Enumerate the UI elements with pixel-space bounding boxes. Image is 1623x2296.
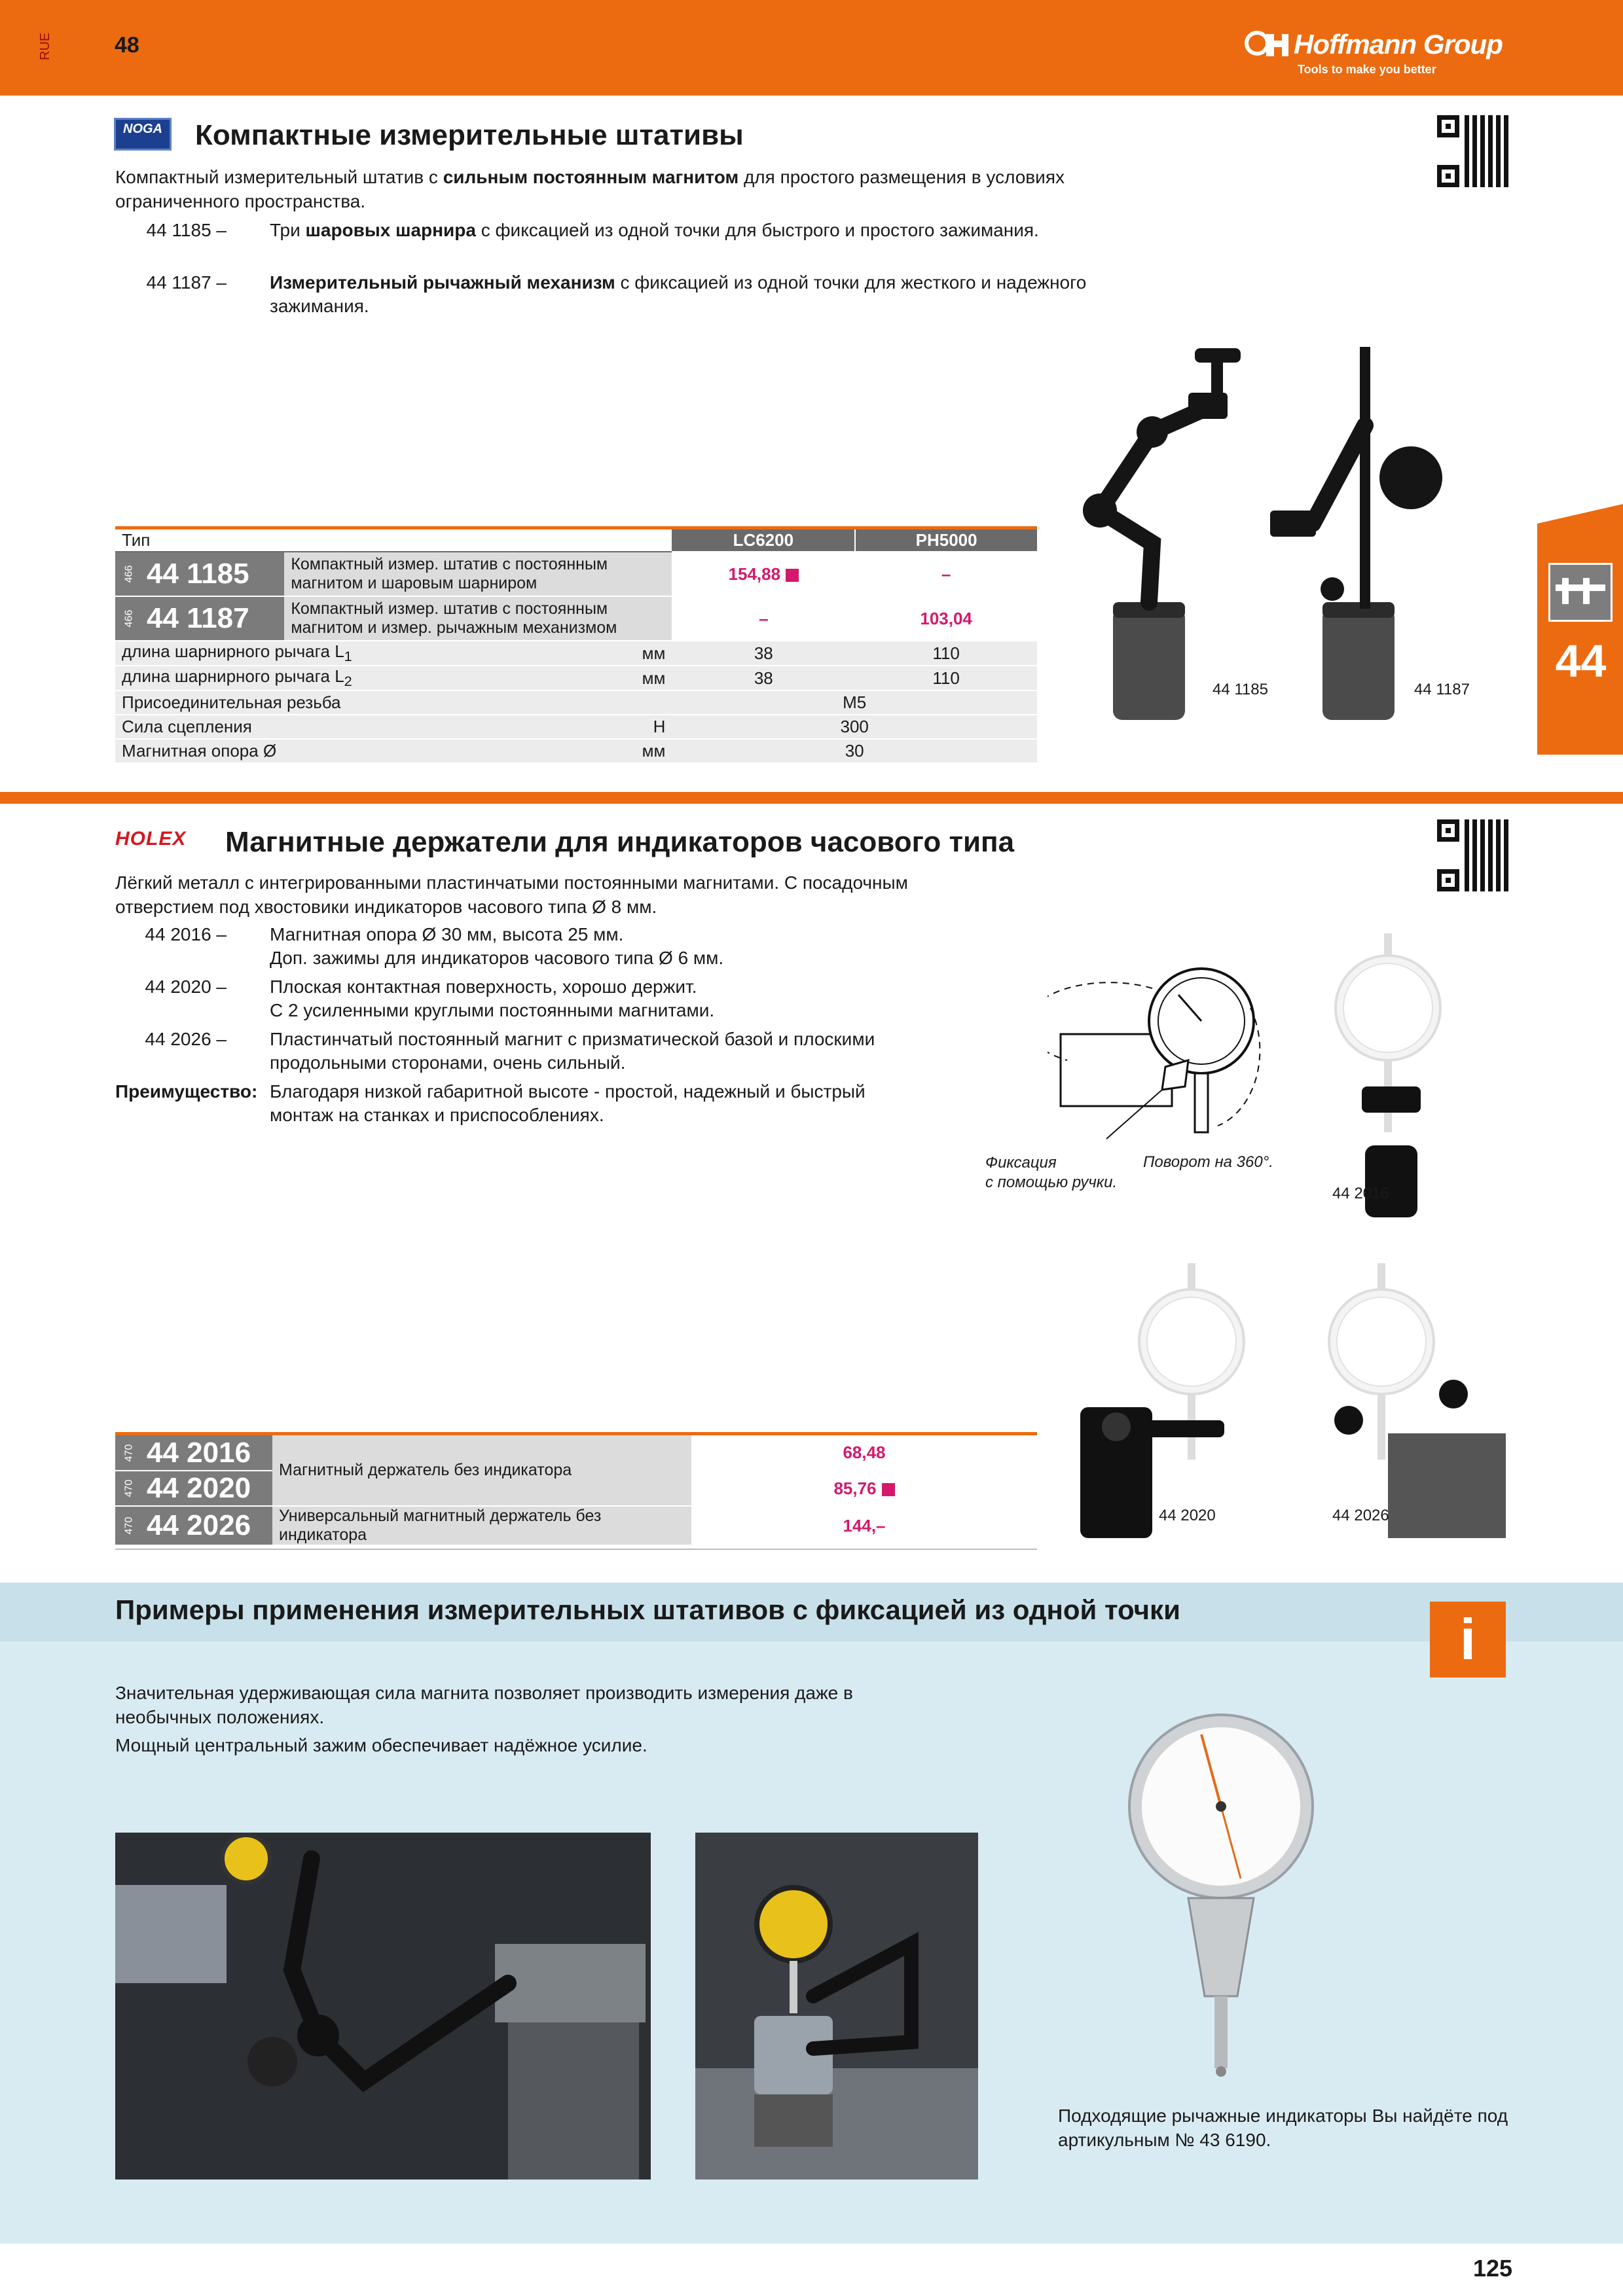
caption-44-1187: 44 1187 bbox=[1414, 681, 1470, 698]
spec-row bbox=[115, 666, 1037, 691]
product-description: Магнитный держатель без индикатора bbox=[272, 1435, 691, 1506]
col-ph5000: PH5000 bbox=[855, 529, 1037, 552]
section1-intro: Компактный измерительный штатив с сильным постоянным магнитом для простого размещения в условиях ограниченного пространства. bbox=[115, 167, 1065, 211]
section3-paragraph-1: Значительная удерживающая сила магнита позволяет производить измерения даже в необычных положениях. bbox=[115, 1683, 853, 1727]
product-description: Компактный измер. штатив с постоянным магнитом и шаровым шарниром bbox=[284, 552, 672, 596]
spec-label: Сила сцепления bbox=[115, 715, 623, 739]
spec-unit: Н bbox=[623, 715, 672, 739]
price-cell: 144,– bbox=[691, 1506, 1037, 1545]
article-number[interactable]: 470 44 2020 bbox=[115, 1471, 272, 1506]
table-row bbox=[115, 1506, 1037, 1545]
list-item: 44 2026 – Пластинчатый постоянный магнит с призматической базой и плоскими продольными сторонами, очень сильный. bbox=[145, 1029, 875, 1073]
qr-code-icon[interactable] bbox=[1437, 819, 1509, 891]
spec-value: M5 bbox=[672, 691, 1037, 715]
stock-square-icon bbox=[882, 1483, 895, 1496]
spec-value: 38 bbox=[672, 666, 855, 691]
caption-44-2026: 44 2026 bbox=[1332, 1507, 1389, 1524]
section2-intro: Лёгкий металл с интегрированными пластинчатыми постоянными магнитами. С посадочным отверстием под хвостовики индикаторов часового типа Ø 8 мм. bbox=[115, 872, 908, 917]
product-description: Универсальный магнитный держатель без индикатора bbox=[272, 1506, 691, 1545]
table-row bbox=[115, 1435, 1037, 1471]
dial-holder-photos bbox=[1074, 923, 1525, 1551]
caption-44-2016: 44 2016 bbox=[1332, 1185, 1389, 1202]
product-table-1 bbox=[115, 529, 1037, 764]
spec-value: 300 bbox=[672, 715, 1037, 739]
spec-unit: мм bbox=[623, 739, 672, 763]
price-cell: 154,88 bbox=[672, 552, 855, 596]
article-number[interactable]: 470 44 2026 bbox=[115, 1506, 272, 1545]
col-type: Тип bbox=[115, 529, 672, 552]
price-cell: 103,04 bbox=[855, 596, 1037, 641]
chapter-tab[interactable] bbox=[1537, 504, 1623, 755]
table-header-row bbox=[115, 529, 1037, 552]
spec-value: 38 bbox=[672, 641, 855, 666]
col-lc6200: LC6200 bbox=[672, 529, 855, 552]
list-item: 44 2020 – Плоская контактная поверхность, хорошо держит. С 2 усиленными круглыми постоянными магнитами. bbox=[145, 977, 715, 1020]
page-number-bottom: 125 bbox=[1473, 2255, 1513, 2282]
spec-row bbox=[115, 691, 1037, 715]
article-number[interactable]: 470 44 2016 bbox=[115, 1435, 272, 1471]
holex-logo: HOLEX bbox=[115, 828, 187, 850]
spec-label: длина шарнирного рычага $L_1$ bbox=[115, 641, 623, 666]
spec-value: 110 bbox=[855, 666, 1037, 691]
application-photo-1 bbox=[115, 1833, 651, 2179]
caliper-icon bbox=[1548, 563, 1613, 622]
price-cell: – bbox=[672, 596, 855, 641]
spec-label: Присоединительная резьба bbox=[115, 691, 623, 715]
spec-value: 110 bbox=[855, 641, 1037, 666]
spec-row bbox=[115, 641, 1037, 666]
stand-product-photos bbox=[1054, 327, 1565, 733]
stock-square-icon bbox=[786, 569, 799, 582]
article-number[interactable]: 466 44 1185 bbox=[115, 552, 284, 596]
section-divider bbox=[0, 792, 1623, 804]
hoffmann-logo-icon bbox=[1244, 27, 1290, 59]
spec-label: Магнитная опора Ø bbox=[115, 739, 623, 763]
spec-row bbox=[115, 739, 1037, 763]
section3-note: Подходящие рычажные индикаторы Вы найдёте под артикульным № 43 6190. bbox=[1058, 2106, 1508, 2150]
application-photo-2 bbox=[695, 1833, 978, 2179]
section1-title: Компактные измерительные штативы bbox=[195, 119, 744, 151]
list-item: 44 2016 – Магнитная опора Ø 30 мм, высота 25 мм. Доп. зажимы для индикаторов часового типа Ø 6 мм. bbox=[145, 924, 724, 968]
caption-44-2020: 44 2020 bbox=[1159, 1507, 1216, 1524]
brand-tagline: Tools to make you better bbox=[1298, 63, 1436, 76]
advantage: Преимущество: Благодаря низкой габаритной высоте - простой, надежный и быстрый монтаж на станках и приспособлениях. bbox=[115, 1081, 866, 1125]
diagram-caption-rotate: Поворот на 360°. bbox=[1143, 1153, 1273, 1171]
section3-title: Примеры применения измерительных штативов с фиксацией из одной точки bbox=[115, 1594, 1180, 1625]
brand-name: Hoffmann Group bbox=[1294, 29, 1503, 60]
spec-unit: мм bbox=[623, 666, 672, 691]
diagram-caption-fix: Фиксация с помощью ручки. bbox=[985, 1154, 1118, 1191]
price-cell: – bbox=[855, 552, 1037, 596]
table-bottom-rule bbox=[115, 1549, 1037, 1550]
list-item: 44 1185 – Три шаровых шарнира с фиксацией из одной точки для быстрого и простого зажимания. bbox=[146, 220, 1039, 240]
chapter-number: 44 bbox=[1555, 636, 1607, 687]
product-table-2 bbox=[115, 1435, 1037, 1546]
price-cell: 85,76 bbox=[691, 1471, 1037, 1506]
spec-unit: мм bbox=[623, 641, 672, 666]
table-row bbox=[115, 552, 1037, 596]
page-number-left: 48 bbox=[115, 33, 139, 58]
lever-indicator-photo bbox=[1126, 1708, 1316, 2101]
section2-title: Магнитные держатели для индикаторов часового типа bbox=[225, 826, 1015, 858]
table-row bbox=[115, 596, 1037, 641]
spec-unit bbox=[623, 691, 672, 715]
article-number[interactable]: 466 44 1187 bbox=[115, 596, 284, 641]
section3-paragraph-2: Мощный центральный зажим обеспечивает надёжное усилие. bbox=[115, 1735, 647, 1755]
spec-label: длина шарнирного рычага $L_2$ bbox=[115, 666, 623, 691]
list-item: 44 1187 – Измерительный рычажный механизм с фиксацией из одной точки для жесткого и надежного зажимания. bbox=[146, 272, 1087, 316]
spec-value: 30 bbox=[672, 739, 1037, 763]
language-code: RUE bbox=[38, 32, 52, 60]
price-cell: 68,48 bbox=[691, 1435, 1037, 1471]
qr-code-icon[interactable] bbox=[1437, 115, 1509, 187]
product-description: Компактный измер. штатив с постоянным магнитом и измер. рычажным механизмом bbox=[284, 596, 672, 641]
spec-row bbox=[115, 715, 1037, 739]
info-icon: i bbox=[1430, 1602, 1506, 1677]
caption-44-1185: 44 1185 bbox=[1213, 681, 1268, 698]
noga-logo: NOGA bbox=[114, 118, 172, 151]
